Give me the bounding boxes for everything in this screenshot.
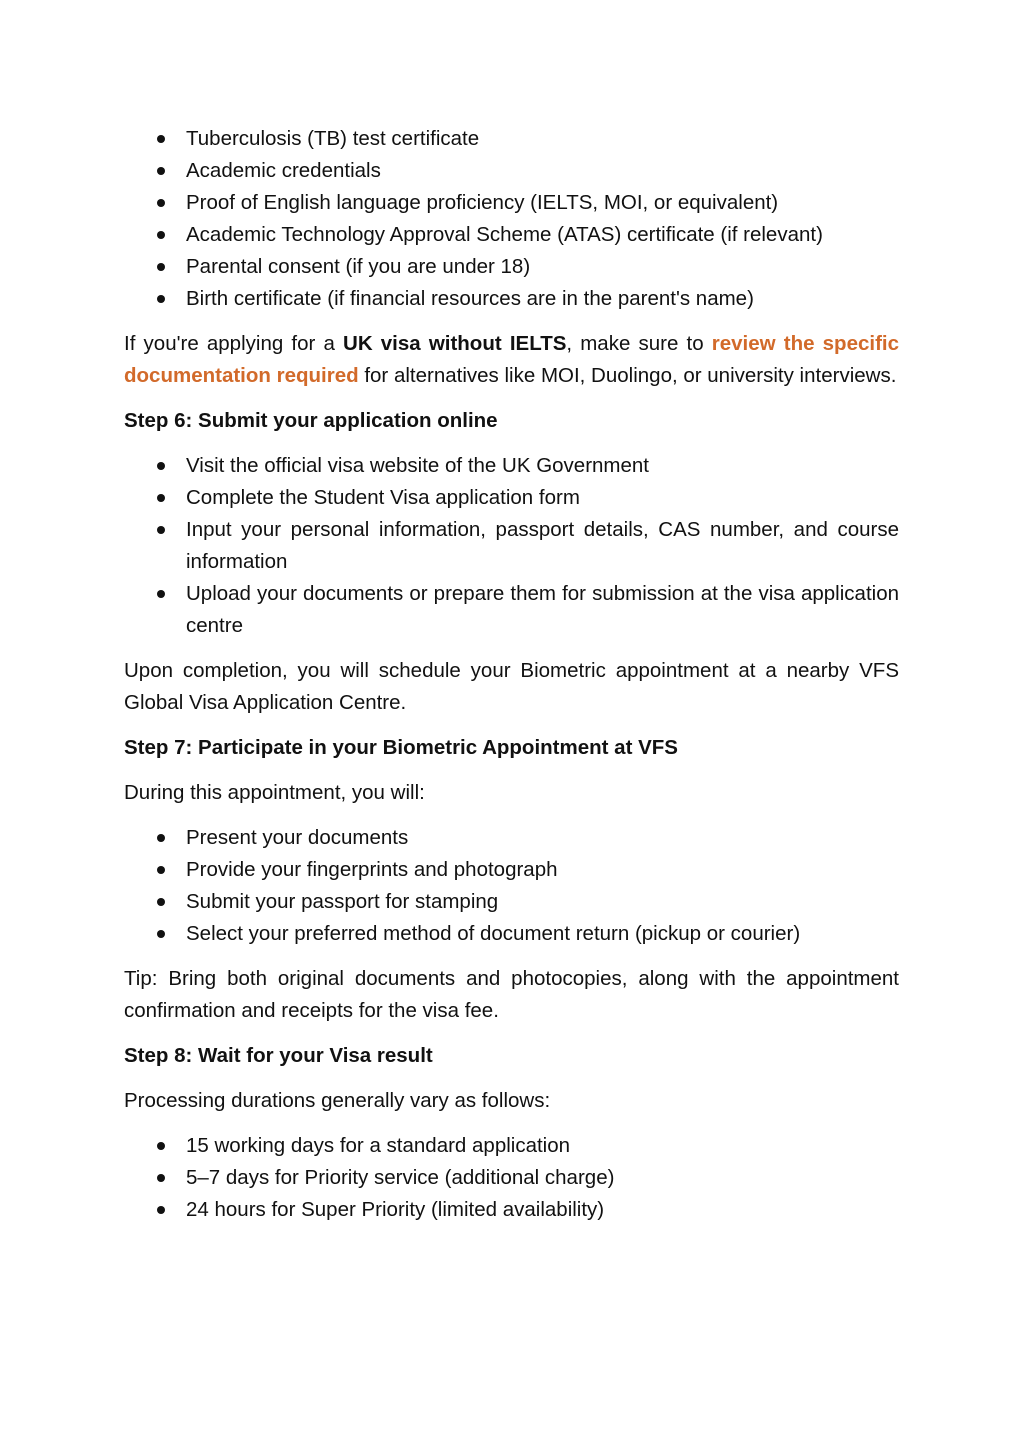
list-item: Tuberculosis (TB) test certificate: [124, 123, 899, 155]
step-8-list: [124, 1130, 899, 1226]
bullet-icon: [157, 199, 165, 207]
bullet-icon: [157, 590, 165, 598]
bullet-icon: [157, 167, 165, 175]
bullet-icon: [157, 295, 165, 303]
bullet-icon: [157, 866, 165, 874]
required-documents-list: [124, 123, 899, 315]
step-7-list: [124, 822, 899, 950]
bullet-icon: [157, 263, 165, 271]
step-7-tip-paragraph: Tip: Bring both original documents and photocopies, along with the appointment confirmation and receipts for the visa fee.: [124, 967, 899, 1022]
step-8-intro: Processing durations generally vary as follows:: [124, 1089, 551, 1112]
bullet-icon: [157, 526, 165, 534]
list-item: Birth certificate (if financial resources are in the parent's name): [124, 283, 899, 315]
list-item: Submit your passport for stamping: [124, 886, 899, 918]
bullet-icon: [157, 1174, 165, 1182]
step-6-completion-paragraph: Upon completion, you will schedule your Biometric appointment at a nearby VFS Global Visa Application Centre.: [124, 659, 899, 714]
list-item: 24 hours for Super Priority (limited availability): [124, 1194, 899, 1226]
bullet-icon: [157, 231, 165, 239]
list-item: Select your preferred method of document return (pickup or courier): [124, 918, 899, 950]
step-6-heading: Step 6: Submit your application online: [124, 409, 498, 432]
list-item: Visit the official visa website of the UK Government: [124, 450, 899, 482]
bullet-icon: [157, 898, 165, 906]
list-item: 15 working days for a standard application: [124, 1130, 899, 1162]
list-item: Upload your documents or prepare them for submission at the visa application centre: [124, 578, 899, 642]
list-item: Academic credentials: [124, 155, 899, 187]
bullet-icon: [157, 1142, 165, 1150]
bullet-icon: [157, 135, 165, 143]
document-page: [124, 123, 899, 1226]
list-item: Proof of English language proficiency (IELTS, MOI, or equivalent): [124, 187, 899, 219]
bullet-icon: [157, 494, 165, 502]
bullet-icon: [157, 834, 165, 842]
step-6-list: [124, 450, 899, 642]
step-7-heading: Step 7: Participate in your Biometric Appointment at VFS: [124, 736, 678, 759]
list-item: Complete the Student Visa application form: [124, 482, 899, 514]
list-item: 5–7 days for Priority service (additional charge): [124, 1162, 899, 1194]
uk-visa-without-ielts-text: UK visa without IELTS: [343, 332, 567, 355]
list-item: Present your documents: [124, 822, 899, 854]
ielts-alternatives-paragraph: If you're applying for a UK visa without IELTS, make sure to review the specific documentation required for alternatives like MOI, Duolingo, or university interviews.: [124, 332, 899, 387]
step-7-intro: During this appointment, you will:: [124, 781, 425, 804]
step-8-heading: Step 8: Wait for your Visa result: [124, 1044, 433, 1067]
list-item: Parental consent (if you are under 18): [124, 251, 899, 283]
bullet-icon: [157, 1206, 165, 1214]
review-documentation-link[interactable]: review the specific documentation required: [124, 332, 899, 387]
bullet-icon: [157, 462, 165, 470]
list-item: Provide your fingerprints and photograph: [124, 854, 899, 886]
list-item: Academic Technology Approval Scheme (ATAS) certificate (if relevant): [124, 219, 899, 251]
list-item: Input your personal information, passport details, CAS number, and course information: [124, 514, 899, 578]
bullet-icon: [157, 930, 165, 938]
